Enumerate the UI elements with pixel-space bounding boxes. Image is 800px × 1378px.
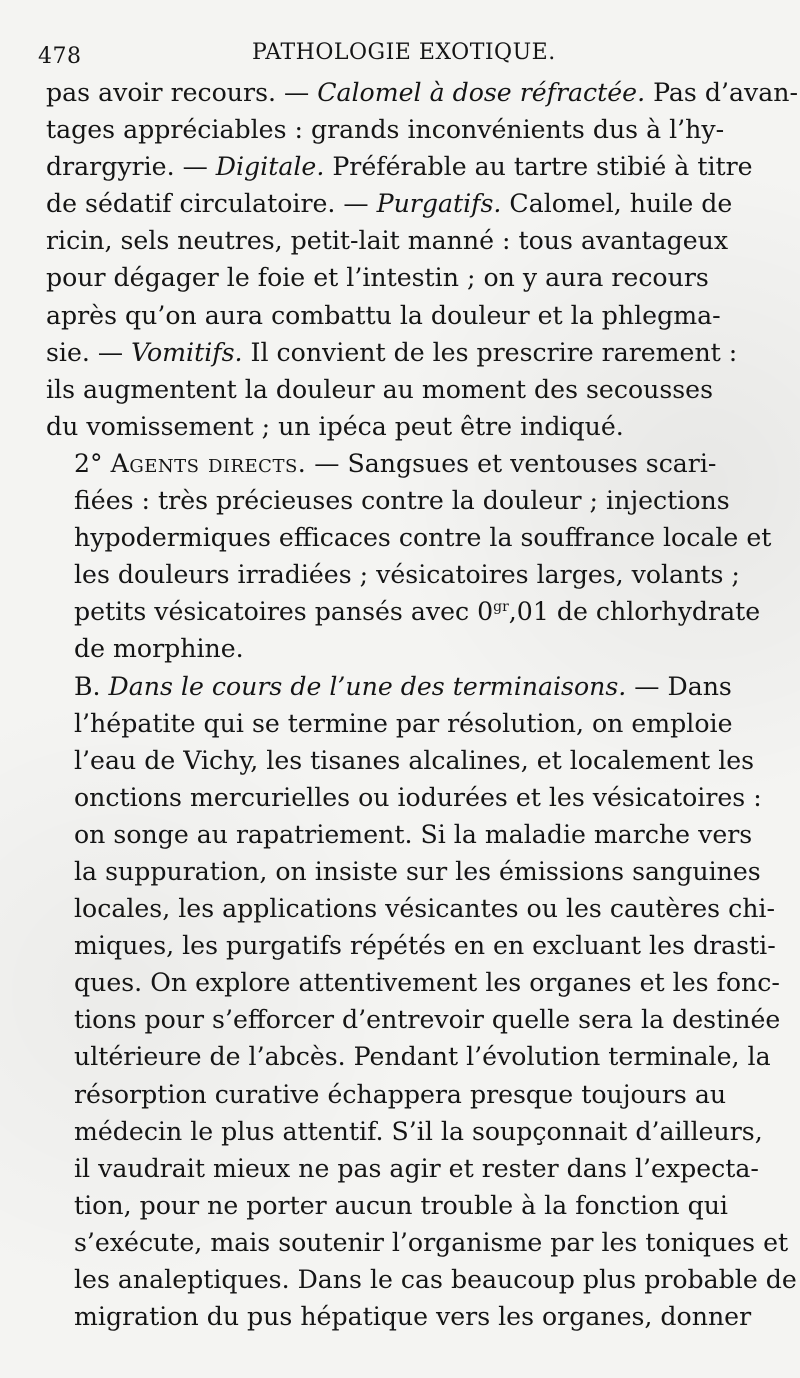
text-line: ils augmentent la douleur au moment des secousses: [46, 374, 714, 404]
text-span: sie. —: [46, 337, 132, 367]
text-line: tages appréciables : grands inconvénients dus à l’hy-: [46, 115, 725, 145]
text-line: [46, 334, 756, 371]
text-line: miques, les purgatifs répétés en en excluant les drasti-: [74, 931, 776, 961]
text-line: tions pour s’efforcer d’entrevoir quelle sera la destinée: [74, 1005, 781, 1035]
italic-term: Digitale.: [215, 152, 325, 182]
page-header: [38, 36, 756, 70]
italic-term: Calomel à dose réfractée.: [317, 78, 646, 107]
italic-term: Vomitifs.: [131, 337, 243, 367]
text-line: s’exécute, mais soutenir l’organisme par les toniques et: [74, 1227, 789, 1257]
text-line: [46, 74, 798, 111]
text-line: de morphine.: [74, 634, 244, 664]
page-body-text: [46, 74, 798, 1335]
page-number: 478: [38, 44, 82, 69]
text-line: les douleurs irradiées ; vésicatoires larges, volants ;: [74, 560, 740, 590]
text-span: Calomel, huile de: [501, 189, 733, 219]
text-line: la suppuration, on insiste sur les émissions sanguines: [74, 856, 761, 886]
text-span: de sédatif circulatoire. —: [46, 189, 377, 219]
text-line: migration du pus hépatique vers les organes, donner: [74, 1302, 752, 1332]
text-line: du vomissement ; un ipéca peut être indiqué.: [46, 411, 624, 441]
text-span: drargyrie. —: [46, 152, 216, 182]
text-line: [46, 185, 756, 222]
text-span: — Sangsues et ventouses scari-: [306, 448, 717, 478]
text-line: tion, pour ne porter aucun trouble à la fonction qui: [74, 1190, 728, 1220]
paragraph-terminations: [46, 668, 797, 1336]
text-span: pas avoir recours. —: [46, 78, 318, 107]
text-line: onctions mercurielles ou iodurées et les vésicatoires :: [74, 782, 762, 812]
text-line: on songe au rapatriement. Si la maladie marche vers: [74, 819, 753, 849]
text-line: ultérieure de l’abcès. Pendant l’évolution terminale, la: [74, 1042, 771, 1072]
text-line: [46, 593, 761, 630]
text-line: ricin, sels neutres, petit-lait manné : tous avantageux: [46, 226, 729, 256]
italic-term: Purgatifs.: [376, 189, 502, 219]
text-line: pour dégager le foie et l’intestin ; on y aura recours: [46, 263, 709, 293]
text-span: Il convient de les prescrire rarement :: [242, 337, 738, 367]
text-line: résorption curative échappera presque toujours au: [74, 1079, 727, 1109]
text-span: Pas d’avan-: [645, 78, 798, 107]
text-span: 2°: [74, 448, 111, 478]
text-line: ques. On explore attentivement les organes et les fonc-: [74, 968, 780, 998]
text-span: ,01 de chlorhydrate: [508, 597, 761, 627]
text-line: après qu’on aura combattu la douleur et la phlegma-: [46, 300, 721, 330]
paragraph-treatment-remedies: [46, 74, 798, 445]
paragraph-direct-agents: [46, 445, 772, 668]
text-line: l’eau de Vichy, les tisanes alcalines, et localement les: [74, 745, 755, 775]
italic-heading: Dans le cours de l’une des terminaisons.: [108, 671, 627, 701]
text-line: les analeptiques. Dans le cas beaucoup plus probable de: [74, 1265, 797, 1294]
text-line: hypodermiques efficaces contre la souffrance locale et: [74, 523, 772, 553]
small-caps-heading: Agents directs.: [110, 448, 307, 478]
text-line: il vaudrait mieux ne pas agir et rester dans l’expecta-: [74, 1153, 759, 1183]
text-span: B.: [74, 671, 109, 701]
text-line: fiées : très précieuses contre la douleur ; injections: [74, 486, 730, 516]
text-line: [46, 445, 756, 482]
running-title: PATHOLOGIE EXOTIQUE.: [252, 40, 556, 65]
superscript-unit: gr: [493, 599, 509, 616]
text-span: petits vésicatoires pansés avec 0: [74, 597, 494, 627]
text-line: locales, les applications vésicantes ou les cautères chi-: [74, 894, 775, 924]
text-span: — Dans: [626, 671, 732, 701]
text-line: [46, 668, 756, 705]
text-span: Préférable au tartre stibié à titre: [324, 152, 753, 182]
text-line: l’hépatite qui se termine par résolution, on emploie: [74, 708, 733, 738]
text-line: médecin le plus attentif. S’il la soupçonnait d’ailleurs,: [74, 1116, 763, 1146]
text-line: [46, 148, 756, 185]
